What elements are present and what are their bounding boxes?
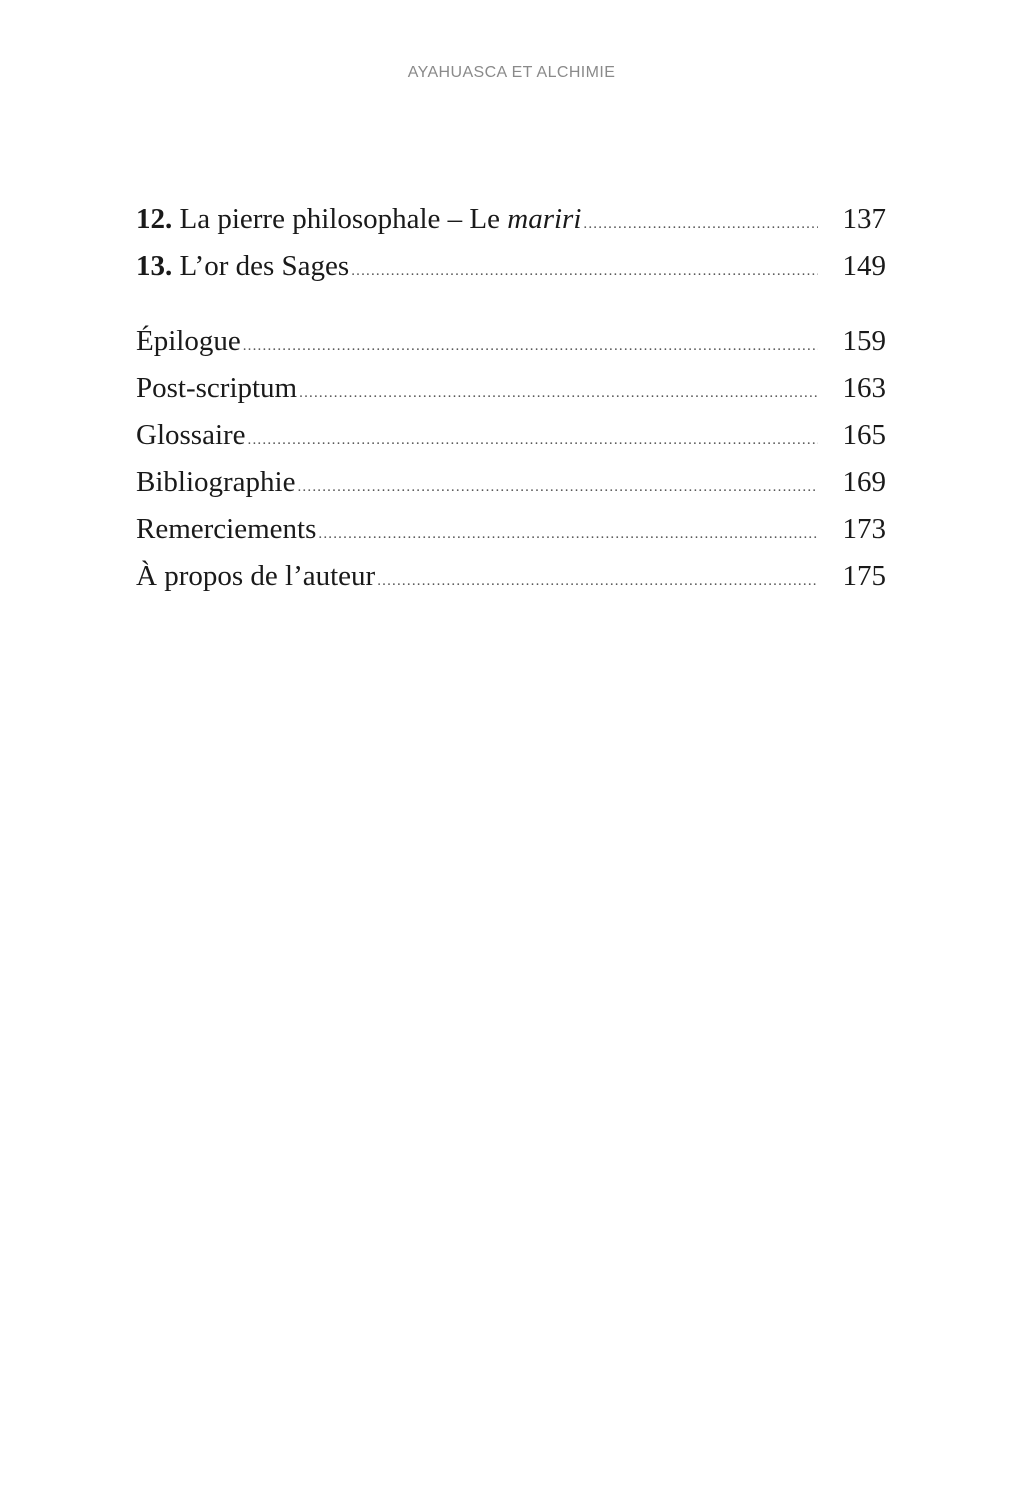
page-number: 165: [842, 419, 886, 451]
toc-entry-title: À propos de l’auteur: [136, 560, 376, 592]
dot-leader: [299, 370, 818, 417]
toc-entry-epilogue: [136, 318, 886, 365]
toc-entry-chapter-13: [136, 243, 886, 290]
toc-entry-title: Bibliographie: [136, 466, 296, 498]
dot-leader: [318, 511, 818, 558]
page-number: 175: [842, 560, 886, 592]
running-header: AYAHUASCA ET ALCHIMIE: [407, 64, 616, 81]
page-number: 149: [842, 250, 886, 282]
chapter-title: La pierre philosophale – Le: [179, 203, 508, 235]
toc-entry-post-scriptum: [136, 365, 886, 412]
dot-leader: [583, 201, 818, 248]
chapter-title-italic: mariri: [507, 203, 582, 235]
dot-leader: [377, 558, 818, 605]
page-number: 159: [842, 325, 886, 357]
toc-entry-title: Épilogue: [136, 325, 241, 357]
dot-leader: [243, 323, 818, 370]
dot-leader: [297, 464, 818, 511]
toc-entry-chapter-12: [136, 196, 886, 243]
page-number: 169: [842, 466, 886, 498]
toc-entry-title: Post-scriptum: [136, 372, 298, 404]
toc-entry-title: Glossaire: [136, 419, 246, 451]
toc-entry-glossaire: [136, 412, 886, 459]
chapter-title: L’or des Sages: [179, 250, 350, 282]
toc-entry-title: [136, 243, 349, 290]
dot-leader: [248, 417, 818, 464]
toc-entry-remerciements: [136, 506, 886, 553]
toc-entry-bibliographie: [136, 459, 886, 506]
chapter-number: 12.: [136, 203, 173, 235]
page-number: 163: [842, 372, 886, 404]
page-number: 173: [842, 513, 886, 545]
toc-entry-title: [136, 196, 581, 243]
toc-appendix: [136, 318, 886, 600]
page-number: 137: [842, 203, 886, 235]
chapter-number: 13.: [136, 250, 173, 282]
toc-entry-title: Remerciements: [136, 513, 317, 545]
toc-chapters: [136, 196, 886, 290]
toc-entry-a-propos: [136, 553, 886, 600]
dot-leader: [351, 248, 818, 295]
